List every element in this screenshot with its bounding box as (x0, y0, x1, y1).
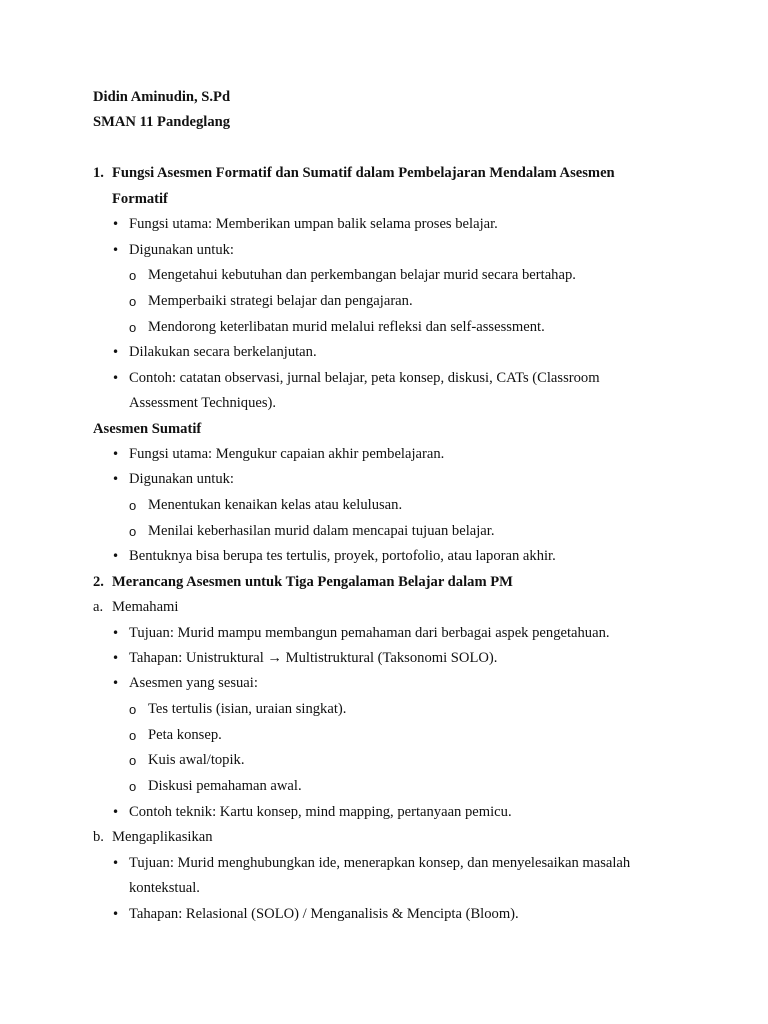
bullet-marker: • (112, 625, 120, 640)
list-item: • Tahapan: Relasional (SOLO) / Menganalisis & Mencipta (Bloom). (108, 902, 673, 927)
list-item: • Contoh: catatan observasi, jurnal belajar, peta konsep, diskusi, CATs (Classroom Assessment Techniques). (108, 366, 673, 417)
section2-title: Merancang Asesmen untuk Tiga Pengalaman Belajar dalam PM (112, 573, 513, 590)
sub-bullet-marker: o (129, 779, 137, 795)
sub-list-item: o Diskusi pemahaman awal. (129, 774, 673, 800)
sub-bullet-marker: o (129, 319, 137, 335)
list-item: • Fungsi utama: Memberikan umpan balik selama proses belajar. (108, 212, 673, 237)
bullet-marker: • (112, 472, 120, 487)
section1-number: 1. (93, 165, 104, 182)
author-name: Didin Aminudin, S.Pd (93, 89, 231, 105)
bullet-marker: • (112, 855, 120, 870)
section1-heading (93, 161, 673, 212)
sumatif-heading: Asesmen Sumatif (93, 420, 202, 437)
list-item: • Digunakan untuk: (108, 238, 673, 263)
sub-bullet-marker: o (129, 523, 137, 539)
bullet-marker: • (112, 676, 120, 691)
bullet-marker: • (112, 651, 120, 666)
sub-list-item: o Tes tertulis (isian, uraian singkat). (129, 697, 673, 723)
sub-list-item: o Menilai keberhasilan murid dalam mencapai tujuan belajar. (129, 519, 673, 545)
subsection-b-marker: b. (93, 829, 104, 846)
subsection-a-label: Memahami (112, 599, 179, 616)
list-item: • Tujuan: Murid menghubungkan ide, menerapkan konsep, dan menyelesaikan masalah kontekstual. (108, 851, 673, 902)
bullet-marker: • (112, 906, 120, 921)
sub-bullet-marker: o (129, 753, 137, 769)
bullet-marker: • (112, 345, 120, 360)
sub-bullet-marker: o (129, 268, 137, 284)
list-item: • Digunakan untuk: (108, 467, 673, 492)
list-item: • Fungsi utama: Mengukur capaian akhir pembelajaran. (108, 442, 673, 467)
subsection-a-heading (93, 595, 673, 620)
bullet-marker: • (112, 370, 120, 385)
section1-title-line1: Fungsi Asesmen Formatif dan Sumatif dalam Pembelajaran Mendalam Asesmen (112, 165, 615, 182)
bullet-marker: • (112, 549, 120, 564)
section2-heading (93, 570, 673, 595)
section2-number: 2. (93, 573, 104, 590)
list-item: • Contoh teknik: Kartu konsep, mind mapping, pertanyaan pemicu. (108, 800, 673, 825)
sub-bullet-marker: o (129, 727, 137, 743)
blank-line (93, 136, 673, 162)
list-item: • Asesmen yang sesuai: (108, 671, 673, 696)
list-item: • Dilakukan secara berkelanjutan. (108, 340, 673, 365)
bullet-marker: • (112, 447, 120, 462)
sub-list-item: o Kuis awal/topik. (129, 748, 673, 774)
sub-bullet-marker: o (129, 293, 137, 309)
sub-list-item: o Mendorong keterlibatan murid melalui refleksi dan self-assessment. (129, 315, 673, 341)
sub-bullet-marker: o (129, 497, 137, 513)
sub-list-item: o Memperbaiki strategi belajar dan pengajaran. (129, 289, 673, 315)
list-item: • Tujuan: Murid mampu membangun pemahaman dari berbagai aspek pengetahuan. (108, 621, 673, 646)
document-content (93, 85, 673, 927)
section1-title-line2: Formatif (112, 190, 168, 207)
bullet-marker: • (112, 217, 120, 232)
bullet-marker: • (112, 242, 120, 257)
list-item: • Tahapan: Unistruktural → Multistruktural (Taksonomi SOLO). (108, 646, 673, 671)
sub-list-item: o Menentukan kenaikan kelas atau kelulusan. (129, 493, 673, 519)
school-name: SMAN 11 Pandeglang (93, 114, 231, 131)
list-item: • Bentuknya bisa berupa tes tertulis, proyek, portofolio, atau laporan akhir. (108, 544, 673, 569)
sub-list-item: o Peta konsep. (129, 723, 673, 749)
sub-bullet-marker: o (129, 701, 137, 717)
sub-list-item: o Mengetahui kebutuhan dan perkembangan belajar murid secara bertahap. (129, 263, 673, 289)
bullet-marker: • (112, 805, 120, 820)
subsection-b-heading (93, 825, 673, 850)
subsection-a-marker: a. (93, 599, 104, 616)
subsection-b-label: Mengaplikasikan (112, 829, 213, 846)
